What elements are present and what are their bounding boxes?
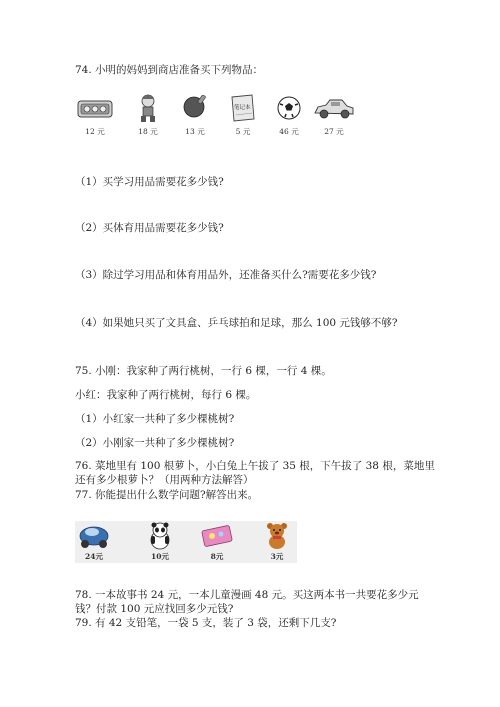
- item-ping-pong-paddle: [180, 93, 210, 137]
- q79-text: 79. 有 42 支铅笔，一袋 5 支，装了 3 袋，还剩下几支?: [75, 617, 337, 629]
- q75-line-2: 小红：我家种了两行桃树，每行 6 棵。: [75, 389, 257, 401]
- item-price: 3元: [270, 552, 284, 561]
- pencil-box-icon: [200, 522, 234, 550]
- toy-car-icon: [312, 93, 356, 123]
- item-panda: [144, 522, 176, 562]
- item-toy-car-2: [76, 522, 112, 562]
- ping-pong-paddle-icon: [182, 93, 208, 123]
- item-price: 46 元: [279, 127, 299, 136]
- doll-icon: [135, 93, 161, 123]
- soccer-ball-icon: [276, 93, 302, 123]
- item-toy-car: [312, 93, 356, 137]
- item-doll: [133, 93, 163, 137]
- item-price: 5 元: [235, 127, 251, 136]
- item-pencil-box: [200, 522, 234, 562]
- q75-sub-2: （2）小刚家一共种了多少棵桃树?: [75, 437, 235, 449]
- q74-sub-4: （4）如果她只买了文具盒、乒乓球拍和足球，那么 100 元钱够不够?: [75, 317, 398, 329]
- teddy-bear-icon: [264, 522, 290, 550]
- item-soccer-ball: [274, 93, 304, 137]
- pencil-case-icon: [76, 93, 114, 123]
- q74-sub-1: （1）买学习用品需要花多少钱?: [75, 176, 224, 188]
- item-pencil-case: [76, 93, 114, 137]
- item-price: 24元: [85, 552, 103, 561]
- q75-line-1: 75. 小刚：我家种了两行桃树，一行 6 棵，一行 4 棵。: [75, 365, 332, 377]
- q74-sub-2: （2）买体育用品需要花多少钱?: [75, 222, 224, 234]
- notebook-label: 笔记本: [234, 105, 251, 111]
- item-price: 13 元: [185, 127, 205, 136]
- q78-text: 78. 一本故事书 24 元，一本儿童漫画 48 元。买这两本书一共要花多少元钱？付款 100 元应找回多少元钱?: [75, 589, 419, 615]
- item-price: 18 元: [138, 127, 158, 136]
- item-teddy-bear: [262, 522, 292, 562]
- panda-icon: [147, 522, 173, 550]
- item-price: 10元: [151, 552, 169, 561]
- q77-title: 77. 你能提出什么数学问题?解答出来。: [75, 489, 259, 501]
- q74-sub-3: （3）除过学习用品和体育用品外，还准备买什么?需要花多少钱?: [75, 269, 377, 281]
- toy-car-icon: [77, 522, 111, 550]
- q76-text: 76. 菜地里有 100 根萝卜，小白兔上午拔了 35 根，下午拔了 38 根，菜地里还有多少根萝卜？（用两种方法解答）: [75, 460, 435, 486]
- q75-sub-1: （1）小红家一共种了多少棵桃树?: [75, 413, 235, 425]
- item-price: 8元: [210, 552, 224, 561]
- q74-title: 74. 小明的妈妈到商店准备买下列物品：: [75, 64, 264, 76]
- item-notebook: [226, 93, 260, 137]
- item-price: 12 元: [85, 127, 105, 136]
- item-price: 27 元: [324, 127, 344, 136]
